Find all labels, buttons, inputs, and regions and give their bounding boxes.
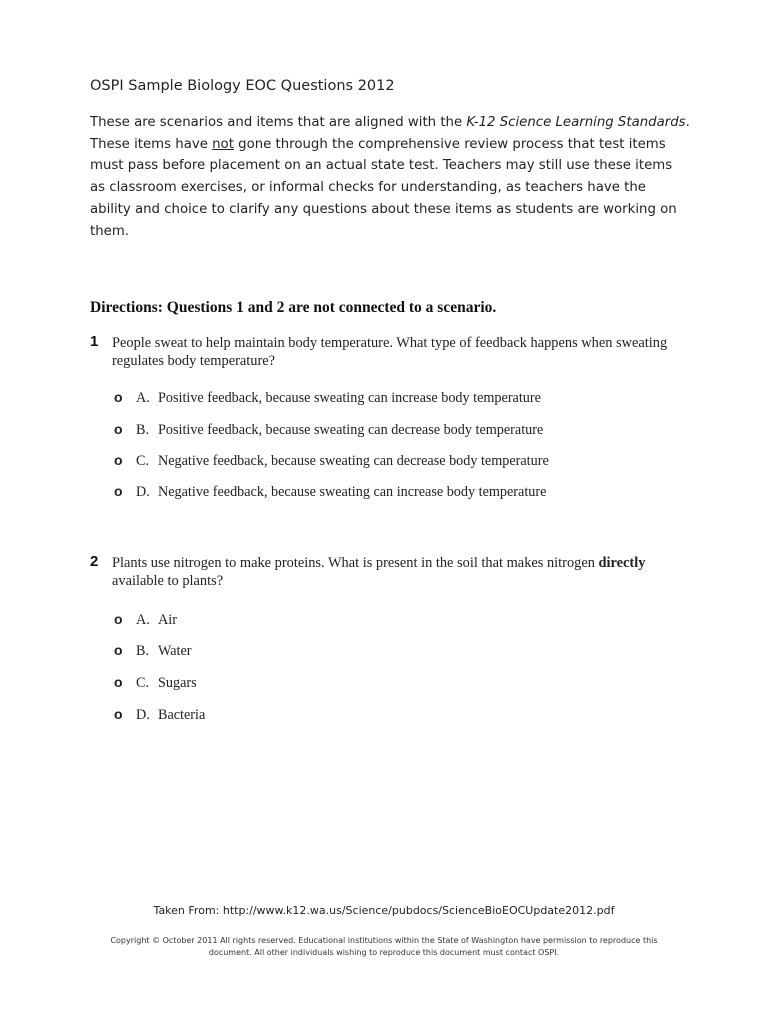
option-letter-text: B xyxy=(136,643,146,659)
option-text: Air xyxy=(158,612,177,628)
option-letter-text: B xyxy=(136,422,146,438)
option-letter: C. xyxy=(136,675,150,691)
option-letter: B. xyxy=(136,422,150,438)
option-letter-text: D xyxy=(136,707,147,723)
option-letter-text: C xyxy=(136,675,146,691)
question-stem-text: People sweat to help maintain body temperature. What type of feedback happens when sweating regulates body temperature? xyxy=(112,335,668,369)
answer-option-2a[interactable] xyxy=(114,611,177,631)
option-letter: D. xyxy=(136,707,150,723)
question-stem xyxy=(112,334,690,370)
copyright-notice: Copyright © October 2011 All rights reserved. Educational institutions within the State of Washington have permission to reproduce this document. All other individuals wishing to reproduce this document must contact OSPI. xyxy=(110,936,658,957)
option-letter: C. xyxy=(136,453,150,469)
option-text: Bacteria xyxy=(158,707,206,723)
option-text: Water xyxy=(158,643,192,659)
question-1 xyxy=(90,333,690,513)
source-line: Taken From: http://www.k12.wa.us/Science/pubdocs/ScienceBioEOCUpdate2012.pdf xyxy=(153,904,615,917)
emphasis-not: not xyxy=(212,136,234,152)
intro-text-3: gone through the comprehensive review process that test items must pass before placement on an actual state test. Teachers may still use these items as classroom exercises, or informal checks for understanding, as teachers have the ability and choice to clarify any questions about these items as students are working on them. xyxy=(90,136,677,239)
question-stem xyxy=(112,554,690,590)
option-letter-text: A xyxy=(136,612,147,628)
answer-bubble[interactable]: o xyxy=(114,642,123,658)
question-stem-text-after: available to plants? xyxy=(112,573,224,589)
option-text: Positive feedback, because sweating can decrease body temperature xyxy=(158,422,544,438)
directions-heading: Directions: Questions 1 and 2 are not connected to a scenario. xyxy=(90,299,497,316)
option-text: Negative feedback, because sweating can increase body temperature xyxy=(158,484,547,500)
answer-bubble[interactable]: o xyxy=(114,611,123,627)
answer-option-2c[interactable] xyxy=(114,674,197,694)
answer-option-1c[interactable] xyxy=(114,452,549,472)
answer-option-2d[interactable] xyxy=(114,706,205,726)
question-number: 2 xyxy=(90,553,99,570)
document-title: OSPI Sample Biology EOC Questions 2012 xyxy=(90,78,395,94)
answer-bubble[interactable]: o xyxy=(114,483,123,499)
question-stem-text: Plants use nitrogen to make proteins. What is present in the soil that makes nitrogen xyxy=(112,555,599,571)
intro-paragraph xyxy=(90,112,690,242)
option-letter: B. xyxy=(136,643,150,659)
option-letter-text: C xyxy=(136,453,146,469)
option-letter: A. xyxy=(136,390,150,406)
standards-reference: K-12 Science Learning Standards xyxy=(466,115,686,130)
answer-bubble[interactable]: o xyxy=(114,706,123,722)
option-text: Sugars xyxy=(158,675,197,691)
question-2 xyxy=(90,553,690,733)
question-number: 1 xyxy=(90,333,99,350)
option-text: Positive feedback, because sweating can increase body temperature xyxy=(158,390,541,406)
answer-bubble[interactable]: o xyxy=(114,389,123,405)
answer-option-1a[interactable] xyxy=(114,389,541,409)
answer-option-1d[interactable] xyxy=(114,483,546,503)
option-text: Negative feedback, because sweating can decrease body temperature xyxy=(158,453,549,469)
question-stem-bold: directly xyxy=(598,555,646,571)
answer-bubble[interactable]: o xyxy=(114,421,123,437)
option-letter-text: A xyxy=(136,390,147,406)
answer-option-1b[interactable] xyxy=(114,421,543,441)
option-letter-text: D xyxy=(136,484,147,500)
intro-text-2: . These items have xyxy=(90,115,690,152)
answer-bubble[interactable]: o xyxy=(114,674,123,690)
intro-text-1: These are scenarios and items that are aligned with the xyxy=(90,115,467,130)
answer-bubble[interactable]: o xyxy=(114,452,123,468)
answer-option-2b[interactable] xyxy=(114,642,192,662)
option-letter: D. xyxy=(136,484,150,500)
option-letter: A. xyxy=(136,612,150,628)
